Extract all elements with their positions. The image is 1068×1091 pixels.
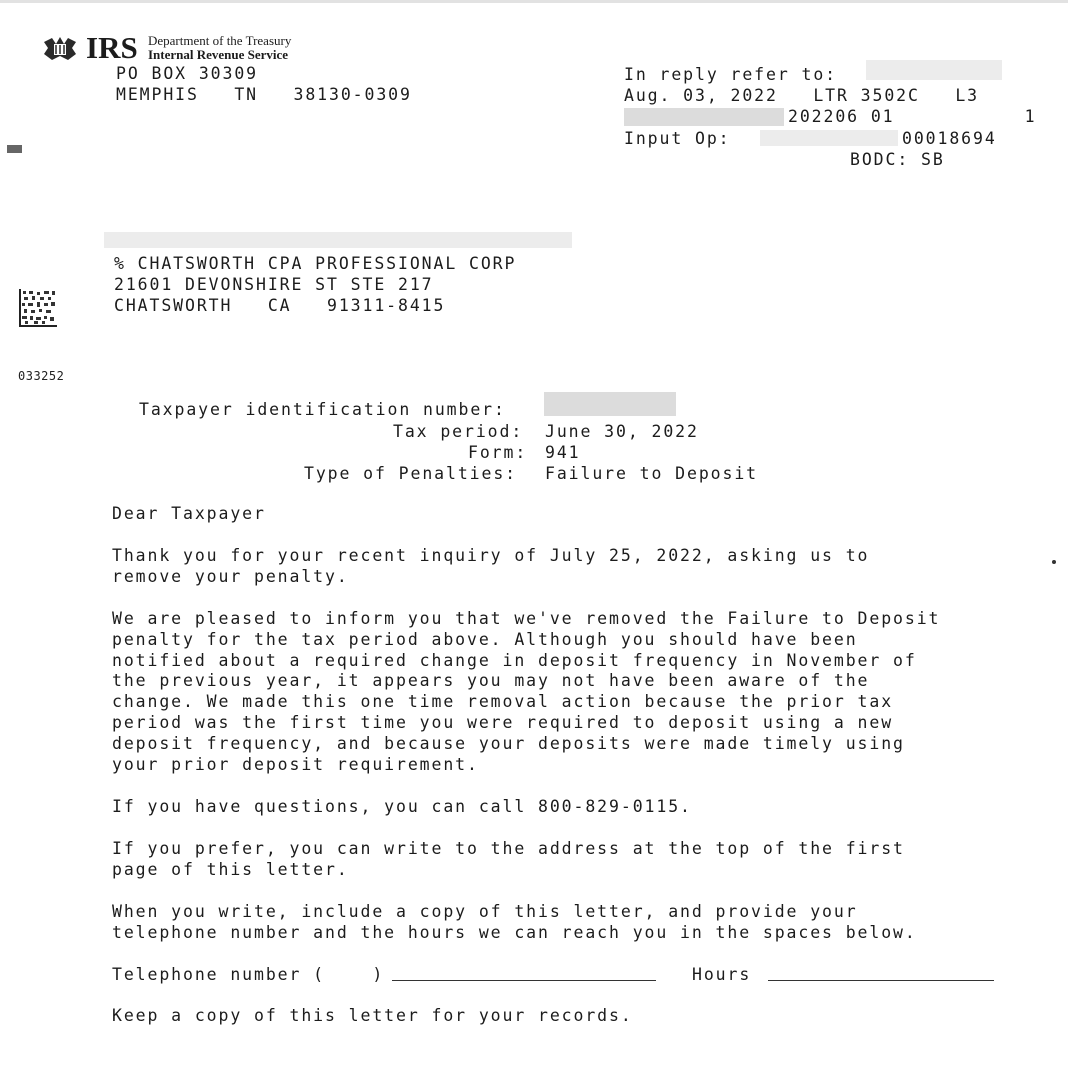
penalty-type-value: Failure to Deposit (545, 464, 759, 483)
eagle-seal-icon (42, 34, 78, 64)
hours-label: Hours (692, 965, 752, 984)
paragraph-inquiry: Thank you for your recent inquiry of July 25, 2022, asking us to remove your penalty. (112, 546, 870, 586)
hours-blank (768, 980, 994, 981)
tin-label: Taxpayer identification number: (139, 400, 506, 419)
paragraph-include-copy: When you write, include a copy of this letter, and provide your telephone number and the hours we can reach you in the spaces below. (112, 902, 917, 942)
redacted-code (624, 108, 784, 126)
form-value: 941 (545, 443, 581, 462)
bodc-line: BODC: SB (850, 150, 945, 169)
paragraph-penalty-removed: We are pleased to inform you that we've removed the Failure to Deposit penalty for the tax period above. Although you should have been notified about a required change in deposit frequency in November of the previous year, it appears you may not have been aware of the change. We made this one time removal action because the prior tax period was the first time you were required to deposit using a new deposit frequency, and because your deposits were made timely using your prior deposit requirement. (112, 609, 941, 774)
reply-refer-label: In reply refer to: (624, 65, 838, 84)
redacted-input-op (760, 130, 898, 146)
telephone-blank (392, 980, 656, 981)
page-top-border (0, 0, 1068, 3)
letter-date-line: Aug. 03, 2022 LTR 3502C L3 (624, 86, 980, 105)
paragraph-questions: If you have questions, you can call 800-829-0115. (112, 797, 692, 816)
telephone-label: Telephone number ( ) (112, 965, 385, 984)
penalty-type-label: Type of Penalties: (304, 464, 518, 483)
redacted-reference-number (866, 60, 1002, 80)
datamatrix-barcode (19, 289, 57, 327)
agency-address-line2: MEMPHIS TN 38130-0309 (116, 85, 412, 104)
agency-address-line1: PO BOX 30309 (116, 64, 259, 83)
input-op-label: Input Op: (624, 129, 731, 148)
service-name: Internal Revenue Service (148, 47, 289, 62)
recipient-line1: % CHATSWORTH CPA PROFESSIONAL CORP (114, 254, 517, 273)
document-side-id: 033252 (18, 369, 65, 383)
code-line: 202206 01 1 (788, 107, 1037, 126)
paragraph-write: If you prefer, you can write to the address at the top of the first page of this letter. (112, 839, 905, 879)
salutation: Dear Taxpayer (112, 504, 266, 523)
input-op-value: 00018694 (902, 129, 997, 148)
fold-mark (7, 145, 22, 153)
margin-dot (1052, 560, 1056, 564)
department-name: Department of the Treasury (148, 33, 292, 48)
closing-note: Keep a copy of this letter for your records. (112, 1006, 633, 1025)
recipient-line2: 21601 DEVONSHIRE ST STE 217 (114, 275, 434, 294)
recipient-line3: CHATSWORTH CA 91311-8415 (114, 296, 446, 315)
tax-period-label: Tax period: (393, 422, 524, 441)
tax-period-value: June 30, 2022 (545, 422, 699, 441)
irs-wordmark: IRS (86, 30, 138, 65)
redacted-tin (544, 392, 676, 416)
redacted-recipient-name (104, 232, 572, 248)
form-label: Form: (468, 443, 528, 462)
